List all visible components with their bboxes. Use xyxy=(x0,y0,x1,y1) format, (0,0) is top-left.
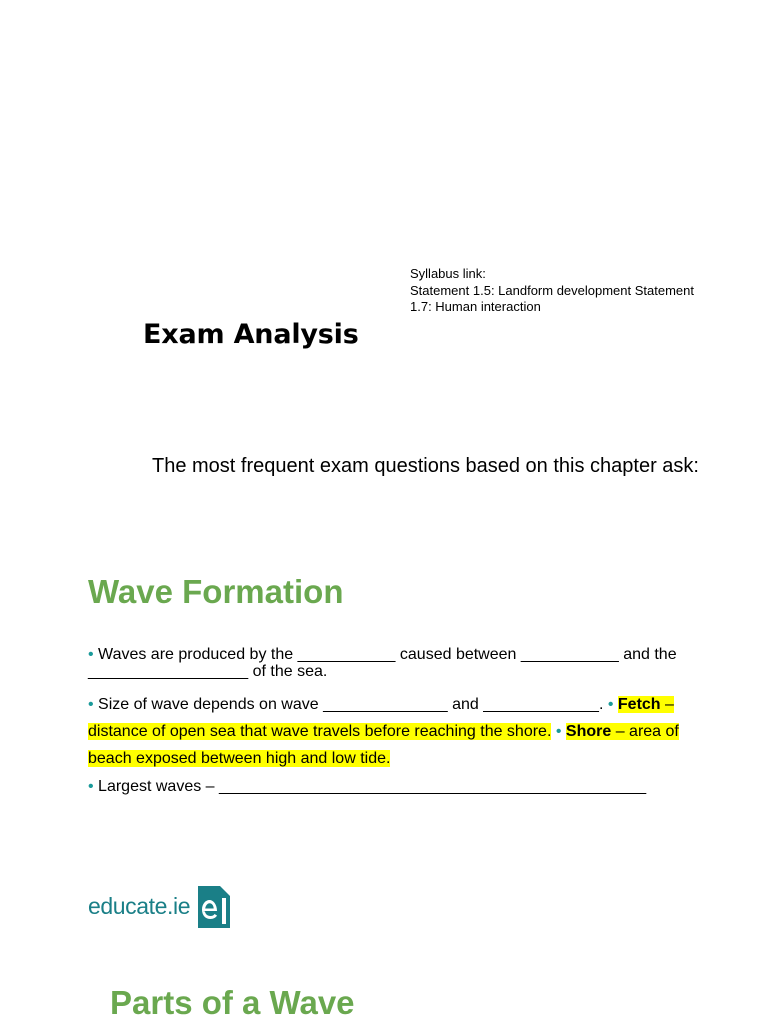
bullet-wave-size xyxy=(88,691,724,772)
logo-text: educate.ie xyxy=(88,892,191,919)
syllabus-statement-2: 1.7: Human interaction xyxy=(410,299,541,314)
fetch-definition: – distance of open sea that wave travels before reaching the shore. xyxy=(88,696,674,740)
shore-term: Shore xyxy=(565,723,612,740)
syllabus-label: Syllabus link: xyxy=(410,266,486,281)
bullet-icon: • xyxy=(607,696,614,713)
educate-logo xyxy=(88,884,230,928)
syllabus-statement-1: Statement 1.5: Landform development Statement xyxy=(410,282,695,298)
bullet-punctuation: . xyxy=(598,696,608,713)
bullet-text: Waves are produced by the ___________ caused between ___________ and the __________________ of the sea. xyxy=(88,646,677,680)
bullet-icon: • xyxy=(88,778,94,795)
bullet-text: Size of wave depends on wave ______________ and _____________ xyxy=(93,696,599,713)
bullet-icon: • xyxy=(88,646,94,663)
bullet-largest-waves xyxy=(88,773,724,800)
syllabus-link xyxy=(410,266,750,316)
page-title: Exam Analysis xyxy=(143,319,359,350)
shore-definition: – area of beach exposed between high and low tide. xyxy=(88,723,679,767)
wave-formation-bullets xyxy=(88,646,724,800)
bullet-icon: • xyxy=(88,696,94,713)
fetch-term: Fetch xyxy=(617,696,661,713)
bullet-icon: • xyxy=(555,723,562,740)
educate-e-icon xyxy=(198,884,230,928)
parts-of-a-wave-heading: Parts of a Wave xyxy=(110,984,355,1021)
wave-formation-heading: Wave Formation xyxy=(88,573,344,610)
bullet-waves-produced xyxy=(88,646,724,680)
bullet-text: Largest waves – ________________________________________________ xyxy=(93,778,647,795)
intro-text: The most frequent exam questions based on this chapter ask: xyxy=(152,455,699,477)
